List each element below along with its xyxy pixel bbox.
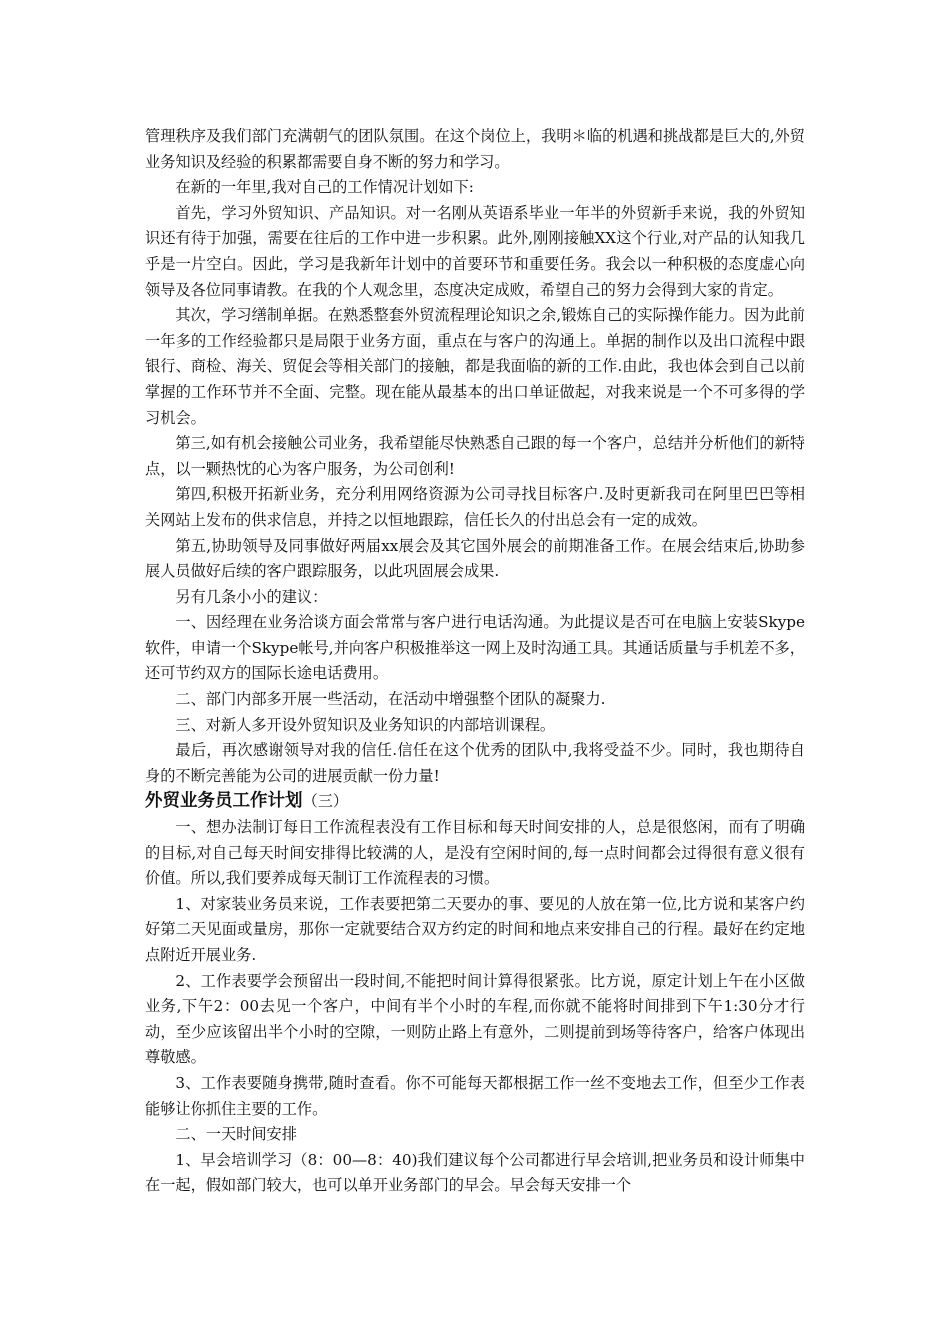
section-paragraph-3: 2、工作表要学会预留出一段时间,不能把时间计算得很紧张。比方说，原定计划上午在小区做业务,下午2：00去见一个客户，中间有半个小时的车程,而你就不能将时间排到下午1:30分才行动，至少应该留出半个小时的空隙，一则防止路上有意外，二则提前到场等待客户，给客户体现出尊敬感。 bbox=[145, 971, 805, 1067]
section-heading bbox=[145, 789, 805, 815]
paragraph-8: 另有几条小小的建议： bbox=[175, 587, 328, 606]
section-paragraph-6: 1、早会培训学习（8：00—8：40)我们建议每个公司都进行早会培训,把业务员和设计师集中在一起，假如部门较大，也可以单开业务部门的早会。早会每天安排一个 bbox=[145, 1150, 805, 1195]
paragraph-1: 管理秩序及我们部门充满朝气的团队氛围。在这个岗位上，我明＊临的机遇和挑战都是巨大的,外贸业务知识及经验的积累都需要自身不断的努力和学习。 bbox=[145, 127, 805, 171]
section-paragraph-2: 1、对家装业务员来说，工作表要把第二天要办的事、要见的人放在第一位,比方说和某客户约好第二天见面或量房，那你一定就要结合双方约定的时间和地点来安排自己的行程。最好在约定地点附近开展业务. bbox=[145, 894, 805, 964]
paragraph-7: 第五,协助领导及同事做好两届xx展会及其它国外展会的前期准备工作。在展会结束后,协助参展人员做好后续的客户跟踪服务，以此巩固展会成果. bbox=[145, 536, 805, 581]
paragraph-3: 首先，学习外贸知识、产品知识。对一名刚从英语系毕业一年半的外贸新手来说，我的外贸知识还有待于加强，需要在往后的工作中进一步积累。此外,刚刚接触XX这个行业,对产品的认知我几乎是一片空白。因此，学习是我新年计划中的首要环节和重要任务。我会以一种积极的态度虚心向领导及各位同事请教。在我的个人观念里，态度决定成败，希望自己的努力会得到大家的肯定。 bbox=[145, 203, 805, 299]
paragraph-6: 第四,积极开拓新业务，充分利用网络资源为公司寻找目标客户.及时更新我司在阿里巴巴等相关网站上发布的供求信息，并持之以恒地跟踪，信任长久的付出总会有一定的成效。 bbox=[145, 485, 805, 529]
section-paragraph-1: 一、想办法制订每日工作流程表没有工作目标和每天时间安排的人，总是很悠闲，而有了明确的目标,对自己每天时间安排得比较满的人，是没有空闲时间的,每一点时间都会过得很有意义很有价值。所以,我们要养成每天制订工作流程表的习惯。 bbox=[145, 818, 805, 888]
paragraph-12: 最后，再次感谢领导对我的信任.信任在这个优秀的团队中,我将受益不少。同时，我也期待自身的不断完善能为公司的进展贡献一份力量! bbox=[145, 741, 805, 785]
document-page bbox=[145, 124, 805, 1199]
section-paragraph-4: 3、工作表要随身携带,随时查看。你不可能每天都根据工作一丝不变地去工作，但至少工作表能够让你抓住主要的工作。 bbox=[145, 1073, 805, 1118]
section-title: 外贸业务员工作计划 bbox=[145, 791, 303, 812]
paragraph-10: 二、部门内部多开展一些活动，在活动中增强整个团队的凝聚力. bbox=[175, 690, 606, 709]
paragraph-4: 其次，学习缮制单据。在熟悉整套外贸流程理论知识之余,锻炼自己的实际操作能力。因为此前一年多的工作经验都只是局限于业务方面，重点在与客户的沟通上。单据的制作以及出口流程中跟银行、商检、海关、贸促会等相关部门的接触，都是我面临的新的工作.由此，我也体会到自己以前掌握的工作环节并不全面、完整。现在能从最基本的出口单证做起，对我来说是一个不可多得的学习机会。 bbox=[145, 306, 805, 427]
paragraph-9: 一、因经理在业务洽谈方面会常常与客户进行电话沟通。为此提议是否可在电脑上安装Skype软件，申请一个Skype帐号,并向客户积极推举这一网上及时沟通工具。其通话质量与手机差不多，还可节约双方的国际长途电话费用。 bbox=[145, 613, 805, 683]
paragraph-11: 三、对新人多开设外贸知识及业务知识的内部培训课程。 bbox=[175, 715, 556, 734]
paragraph-5: 第三,如有机会接触公司业务，我希望能尽快熟悉自己跟的每一个客户，总结并分析他们的新特点，以一颗热忱的心为客户服务，为公司创利! bbox=[145, 434, 805, 478]
section-paragraph-5: 二、一天时间安排 bbox=[175, 1125, 297, 1144]
section-suffix: （三） bbox=[302, 792, 349, 811]
paragraph-2: 在新的一年里,我对自己的工作情况计划如下: bbox=[175, 178, 474, 197]
